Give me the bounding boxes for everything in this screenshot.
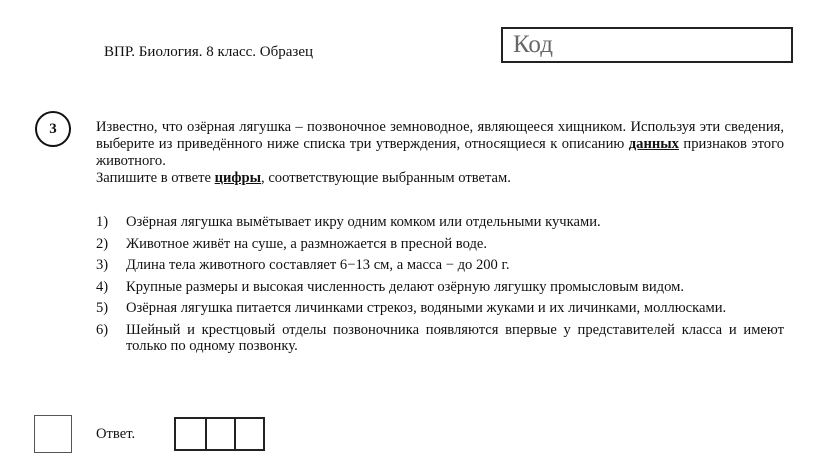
list-item xyxy=(96,236,784,253)
task-statement xyxy=(96,119,784,187)
task-answer-instruction-emphasis: цифры xyxy=(214,170,262,186)
page-title: ВПР. Биология. 8 класс. Образец xyxy=(104,44,314,60)
option-number: 2) xyxy=(96,235,109,252)
option-text: Озёрная лягушка питается личинками стрекоз, водяными жуками и их личинками, моллюсками. xyxy=(126,300,727,316)
answer-cell-1[interactable] xyxy=(176,419,205,449)
list-item xyxy=(96,300,784,317)
list-item xyxy=(96,279,784,296)
option-text: Крупные размеры и высокая численность делают озёрную лягушку промысловым видом. xyxy=(126,278,685,295)
code-label: Код xyxy=(513,31,553,58)
option-text: Длина тела животного составляет 6−13 см, а масса − до 200 г. xyxy=(126,257,510,273)
options-list xyxy=(96,214,784,355)
option-number: 3) xyxy=(96,257,109,273)
option-number: 1) xyxy=(96,214,109,230)
option-text: Шейный и крестцовый отделы позвоночника появляются впервые у представителей класса и имеют только по одному позвонку. xyxy=(126,321,784,354)
answer-cells xyxy=(174,417,265,451)
list-item xyxy=(96,322,784,355)
task-answer-instruction xyxy=(96,170,784,187)
list-item xyxy=(96,214,784,231)
task-instruction-emphasis: данных xyxy=(628,136,679,152)
answer-cell-3[interactable] xyxy=(234,419,263,449)
task-number-badge: 3 xyxy=(35,111,71,147)
task-answer-instruction-end: , соответствующие выбранным ответам. xyxy=(261,170,511,186)
option-number: 5) xyxy=(96,300,109,316)
task-instruction xyxy=(96,119,784,170)
task-answer-instruction-text: Запишите в ответе xyxy=(96,170,215,186)
task-instruction-text: Известно, что озёрная лягушка – позвоночное земноводное, являющееся хищником. Используя эти сведения, выберите из приведённого ниже списка три утверждения, относящиеся к описанию xyxy=(96,119,784,152)
option-number: 4) xyxy=(96,278,109,295)
answer-label: Ответ. xyxy=(96,426,136,442)
code-field[interactable] xyxy=(501,27,793,63)
option-text: Животное живёт на суше, а размножается в пресной воде. xyxy=(126,235,488,252)
list-item xyxy=(96,257,784,274)
option-number: 6) xyxy=(96,321,109,338)
score-box[interactable] xyxy=(34,415,72,453)
task-instruction-end: признаков этого животного. xyxy=(96,136,785,169)
answer-cell-2[interactable] xyxy=(205,419,234,449)
option-text: Озёрная лягушка вымётывает икру одним комком или отдельными кучками. xyxy=(126,214,601,230)
